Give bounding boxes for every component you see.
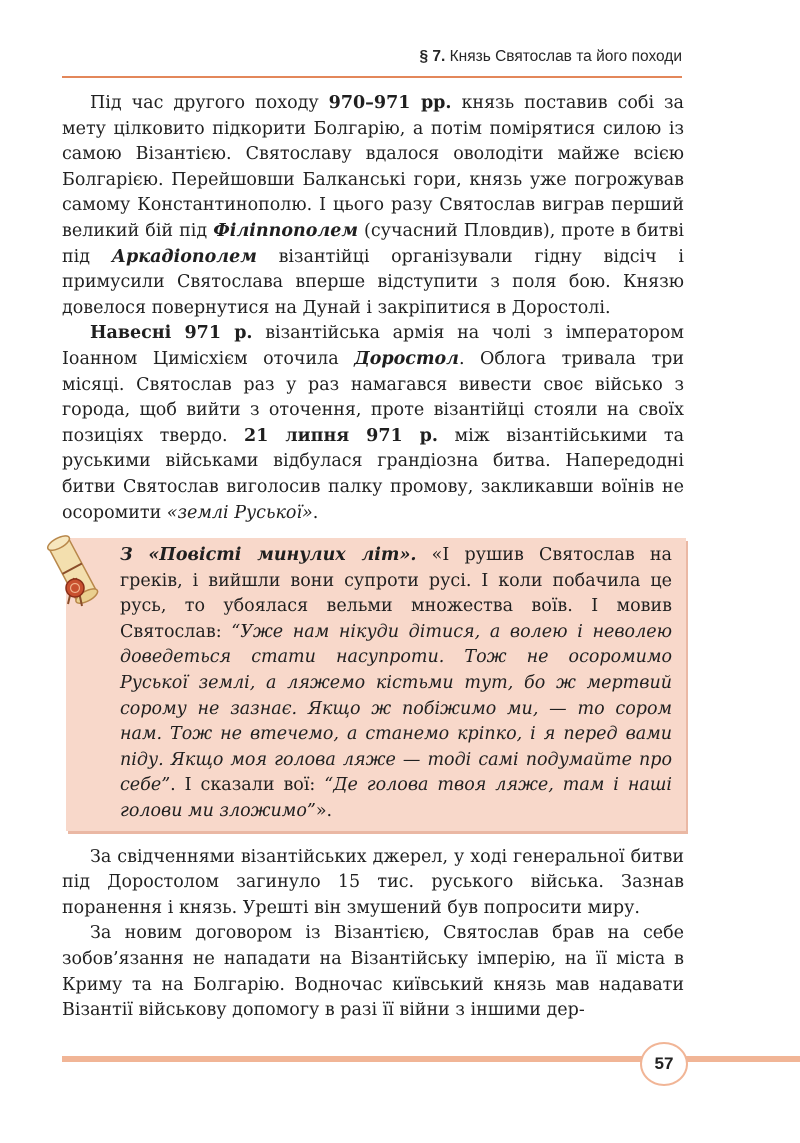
text-run: Під час другого походу — [90, 93, 329, 113]
place-highlight: Філіппополем — [213, 220, 359, 241]
text-run: «І рушив Святослав на греків, і вийшли вони супроти русі. І коли побачила це русь, то убоялася вельми множества воїв. І мовив Святослав: — [120, 545, 672, 642]
running-header — [62, 48, 682, 78]
date-highlight: 21 липня 971 р. — [244, 425, 439, 446]
main-text — [62, 91, 684, 1024]
chronicle-quote-block — [62, 538, 684, 831]
text-run: візантійська армія на чолі з імператором Іоанном Цимісхієм оточила — [62, 323, 685, 369]
quote-text — [66, 538, 686, 831]
paragraph-1 — [62, 91, 684, 321]
place-highlight: Доростол — [354, 348, 459, 369]
paragraph-3: За свідченнями візантійських джерел, у ході генеральної битви під Доростолом загинуло 15 тис. руського війська. Зазнав поранення і князь. Урешті він змушений був попросити миру. — [62, 846, 684, 918]
text-run: . І сказали вої: — [170, 775, 325, 796]
text-run: . Облога тривала три місяці. Святослав раз у раз намагався вивести своє військо з города, щоб вийти з оточення, проте візантійці стояли на своїх позиціях твердо. — [62, 348, 684, 446]
footer-divider — [686, 1056, 800, 1062]
text-run: візантійці організували гідну відсіч і примусили Святослава вперше відступити з поля бою. Князю довелося повернутися на Дунай і закріпитися в Доростолі. — [62, 246, 684, 318]
footer-divider — [62, 1056, 642, 1062]
quoted-phrase: «землі Руської» — [166, 502, 313, 523]
date-highlight: Навесні 971 р. — [90, 323, 253, 344]
date-highlight: 970–971 рр. — [328, 93, 452, 113]
page-number: 57 — [640, 1042, 688, 1086]
quote-speech: “Уже нам нікуди дітися, а волею і неволею доведеться стати насупроти. Тож не осоромимо Руської землі, а ляжемо кістьми тут, бо ж мертвий сорому не зазнає. Якщо ж побіжимо ми, — то сором нам. Тож не втечемо, а станемо кріпко, і я перед вами піду. Якщо моя голова ляже — тоді самі подумайте про себе” — [120, 621, 672, 796]
text-run: (сучасний Пловдив), проте в битві під — [62, 220, 684, 267]
section-number: § 7. — [419, 48, 446, 65]
chapter-title: Князь Святослав та його походи — [449, 48, 682, 65]
text-run: князь поставив собі за мету цілковито підкорити Болгарію, а потім помірятися силою із самою Візантією. Святославу вдалося оволодіти майже всією Болгарією. Перейшовши Балканські гори, князь уже погрожував самому Константинополю. І цього разу Святослав виграв перший великий бій під — [62, 93, 684, 241]
scroll-with-seal-icon — [44, 532, 106, 616]
quote-source: З «Повісті минулих літ». — [120, 545, 417, 566]
place-highlight: Аркадіополем — [111, 246, 257, 267]
paragraph-2 — [62, 321, 684, 526]
text-run: ». — [315, 801, 333, 822]
paragraph-4: За новим договором із Візантією, Святослав брав на себе зобов’язання не нападати на Візантійську імперію, на її міста в Криму та на Болгарію. Водночас київський князь мав надавати Візантії військову допомогу в разі її війни з іншими дер- — [62, 923, 684, 1021]
text-run: між візантійськими та руськими військами відбулася грандіозна битва. Напередодні битви Святослав виголосив палку промову, закликавши воїнів не осоромити — [62, 425, 684, 523]
quote-speech: “Де голова твоя ляже, там і наші голови ми зложимо” — [120, 775, 672, 822]
text-run: . — [312, 502, 319, 523]
